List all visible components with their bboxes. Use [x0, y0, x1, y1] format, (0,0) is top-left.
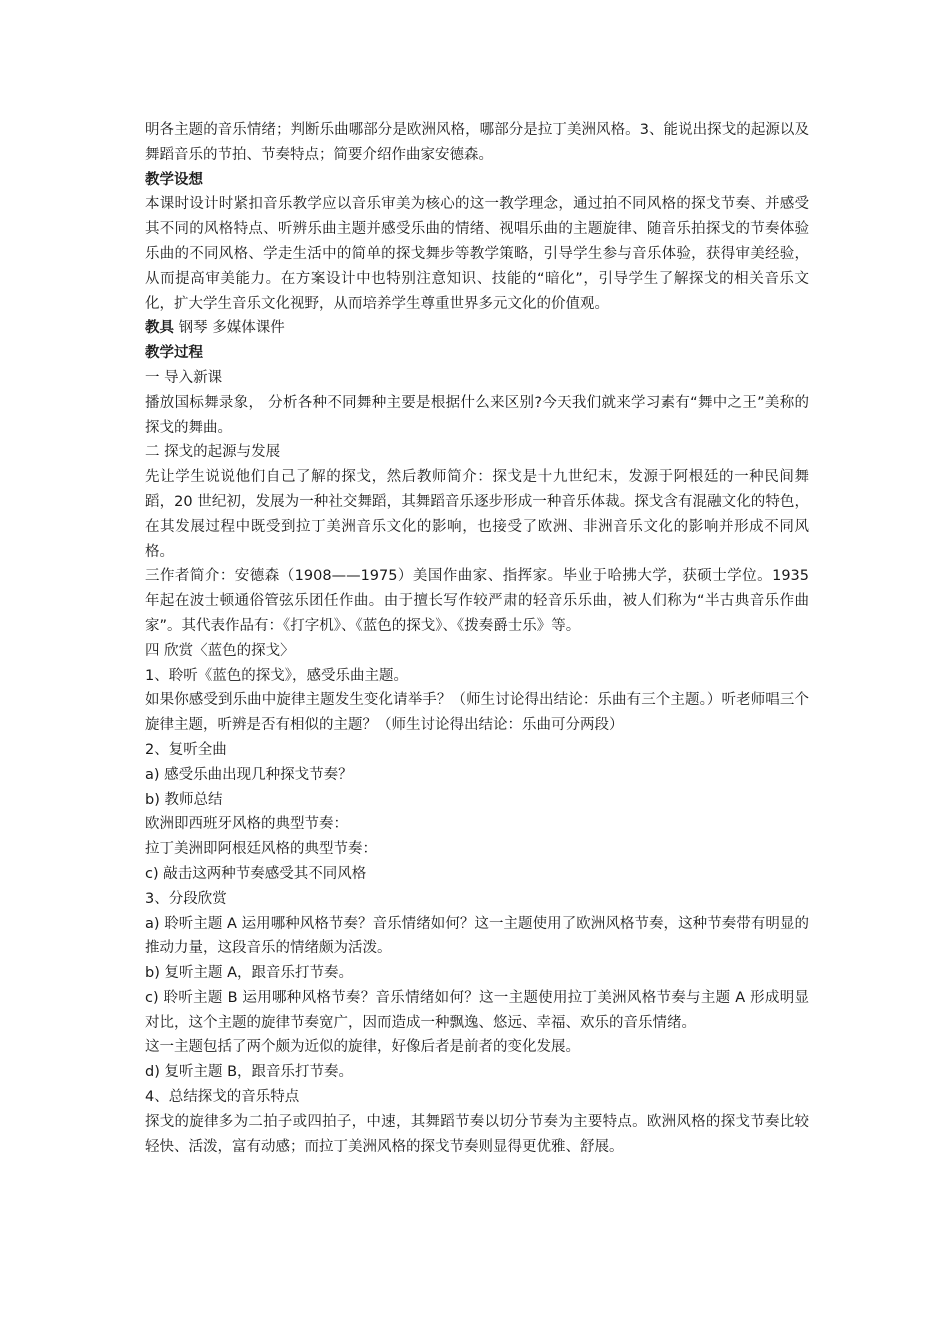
paragraph: 欧洲即西班牙风格的典型节奏：: [145, 816, 348, 833]
paragraph: 如果你感受到乐曲中旋律主题发生变化请举手？（师生讨论得出结论：乐曲有三个主题。）听老师唱三个旋律主题，听辨是否有相似的主题？（师生讨论得出结论：乐曲可分两段）: [145, 692, 809, 734]
paragraph: 二 探戈的起源与发展: [145, 444, 281, 461]
paragraph: 这一主题包括了两个颇为近似的旋律，好像后者是前者的变化发展。: [145, 1039, 580, 1056]
section-heading: 教学设想: [145, 171, 203, 188]
paragraph-text: 钢琴 多媒体课件: [174, 320, 285, 337]
paragraph-lead: 教具: [145, 320, 174, 337]
paragraph: 播放国标舞录象， 分析各种不同舞种主要是根据什么来区别?今天我们就来学习素有“舞中之王”美称的探戈的舞曲。: [145, 394, 809, 436]
paragraph: 明各主题的音乐情绪；判断乐曲哪部分是欧洲风格，哪部分是拉丁美洲风格。3、能说出探戈的起源以及舞蹈音乐的节拍、节奏特点；简要介绍作曲家安德森。: [145, 122, 809, 163]
paragraph: 三作者简介：安德森（1908——1975）美国作曲家、指挥家。毕业于哈拂大学，获硕士学位。1935 年起在波士顿通俗管弦乐团任作曲。由于擅长写作较严肃的轻音乐乐曲，被人们称为“半古典音乐作曲家”。其代表作品有：《打字机》、《蓝色的探戈》、《拨奏爵士乐》等。: [145, 568, 809, 634]
section-heading: 教学过程: [145, 345, 203, 362]
paragraph: 四 欣赏〈蓝色的探戈〉: [145, 642, 295, 659]
paragraph: a) 聆听主题 A 运用哪种风格节奏？音乐情绪如何？这一主题使用了欧洲风格节奏，这种节奏带有明显的推动力量，这段音乐的情绪颇为活泼。: [145, 915, 809, 957]
paragraph: 拉丁美洲即阿根廷风格的典型节奏：: [145, 841, 377, 858]
paragraph: c) 敲击这两种节奏感受其不同风格: [145, 865, 367, 882]
paragraph: c) 聆听主题 B 运用哪种风格节奏？音乐情绪如何？这一主题使用拉丁美洲风格节奏与主题 A 形成明显对比，这个主题的旋律节奏宽广，因而造成一种飘逸、悠远、幸福、欢乐的音乐情绪。: [145, 989, 809, 1031]
paragraph: 3、分段欣赏: [145, 890, 227, 907]
paragraph: 本课时设计时紧扣音乐教学应以音乐审美为核心的这一教学理念，通过拍不同风格的探戈节奏、并感受其不同的风格特点、听辨乐曲主题并感受乐曲的情绪、视唱乐曲的主题旋律、随音乐拍探戈的节奏体验乐曲的不同风格、学走生活中的简单的探戈舞步等教学策略，引导学生参与音乐体验，获得审美经验，从而提高审美能力。在方案设计中也特别注意知识、技能的“暗化”，引导学生了解探戈的相关音乐文化，扩大学生音乐文化视野，从而培养学生尊重世界多元文化的价值观。: [145, 196, 809, 312]
paragraph: 2、复听全曲: [145, 741, 227, 758]
paragraph: 1、聆听《蓝色的探戈》，感受乐曲主题。: [145, 667, 408, 684]
paragraph: d) 复听主题 B，跟音乐打节奏。: [145, 1064, 354, 1081]
paragraph: 一 导入新课: [145, 369, 223, 386]
document-body: [145, 118, 809, 1159]
paragraph: b) 教师总结: [145, 791, 223, 808]
paragraph: 4、总结探戈的音乐特点: [145, 1089, 300, 1106]
paragraph: 探戈的旋律多为二拍子或四拍子，中速，其舞蹈节奏以切分节奏为主要特点。欧洲风格的探戈节奏比较轻快、活泼，富有动感；而拉丁美洲风格的探戈节奏则显得更优雅、舒展。: [145, 1113, 809, 1155]
paragraph: a) 感受乐曲出现几种探戈节奏？: [145, 766, 353, 783]
paragraph: b) 复听主题 A，跟音乐打节奏。: [145, 965, 353, 982]
paragraph: [145, 316, 809, 341]
paragraph: 先让学生说说他们自己了解的探戈，然后教师简介：探戈是十九世纪末，发源于阿根廷的一种民间舞蹈，20 世纪初，发展为一种社交舞蹈，其舞蹈音乐逐步形成一种音乐体裁。探戈含有混融文化的特色，在其发展过程中既受到拉丁美洲音乐文化的影响，也接受了欧洲、非洲音乐文化的影响并形成不同风格。: [145, 469, 809, 560]
